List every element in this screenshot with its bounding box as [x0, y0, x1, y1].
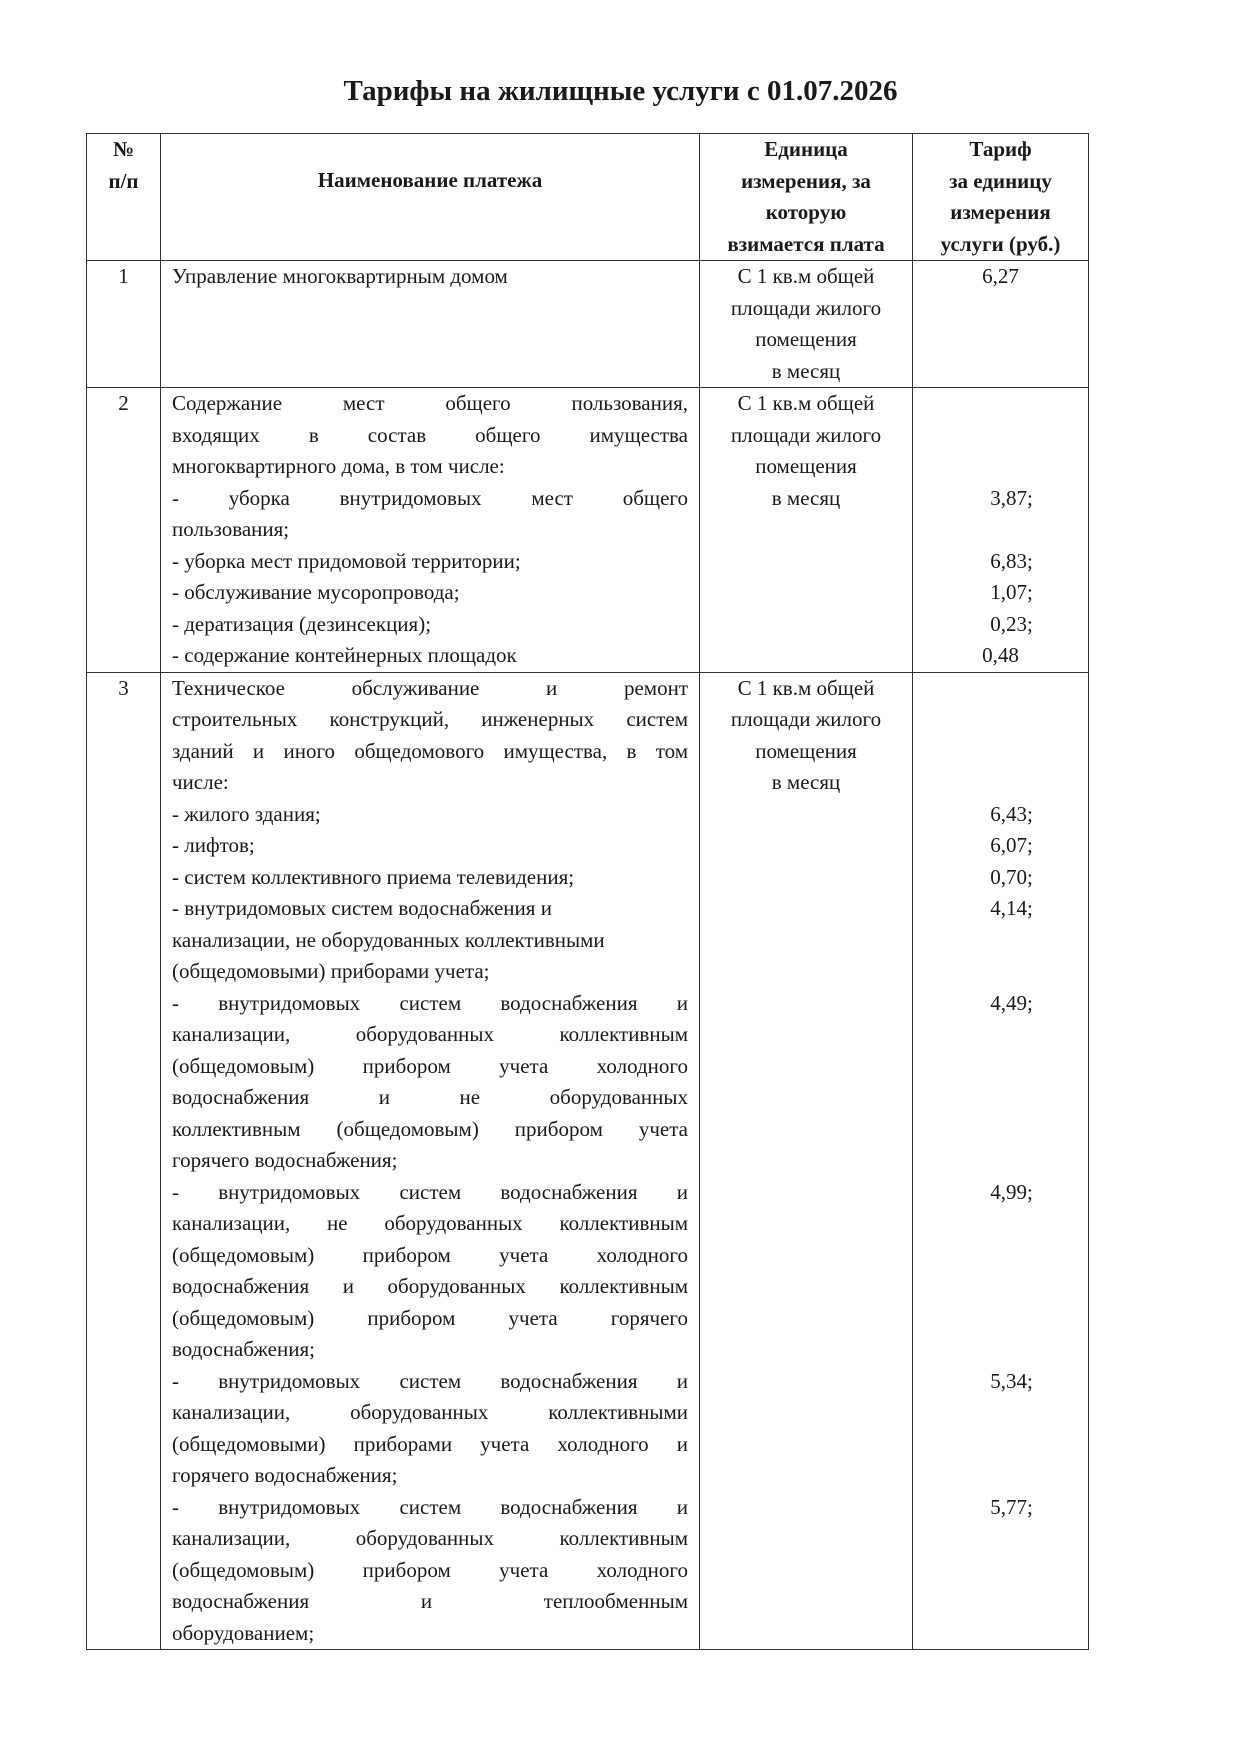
payment-line: - систем коллективного приема телевидения; — [172, 864, 575, 889]
unit-line: в месяц — [771, 770, 841, 794]
header-tariff-line: за единицу — [949, 168, 1052, 193]
payment-line: водоснабжения и не оборудованных — [172, 1085, 688, 1109]
spacer — [935, 767, 1088, 799]
payment-line: - уборка мест придомовой территории; — [172, 548, 521, 573]
tariff-value: 6,07; — [990, 833, 1033, 857]
spacer — [935, 704, 1088, 736]
tariff-value: 0,23; — [990, 611, 1033, 636]
payment-line: канализации, не оборудованных коллективным — [172, 1211, 688, 1235]
payment-line: - содержание контейнерных площадок — [172, 643, 517, 667]
table-header-row — [87, 134, 1088, 260]
tariff-table — [86, 133, 1089, 1650]
payment-line: Техническое обслуживание и ремонт — [172, 675, 688, 700]
payment-name — [161, 388, 700, 672]
tariff-cell — [913, 388, 1088, 672]
payment-line: - внутридомовых систем водоснабжения и — [172, 1494, 688, 1519]
spacer — [935, 1208, 1088, 1366]
payment-line: канализации, оборудованных коллективным — [172, 1526, 688, 1550]
payment-line: числе: — [172, 770, 229, 794]
header-unit-line: Единица — [764, 137, 848, 161]
payment-line: - лифтов; — [172, 833, 255, 857]
spacer — [935, 1397, 1088, 1460]
payment-line: - внутридомовых систем водоснабжения и — [172, 990, 688, 1015]
payment-line: - внутридомовых систем водоснабжения и — [172, 1368, 688, 1393]
payment-line: (общедомовым) прибором учета горячего — [172, 1305, 688, 1330]
spacer — [935, 1019, 1088, 1177]
unit-cell — [700, 261, 913, 387]
unit-line: в месяц — [771, 485, 841, 510]
spacer — [935, 420, 1088, 452]
unit-line: С 1 кв.м общей — [737, 391, 875, 415]
header-unit-line: измерения, за — [741, 168, 871, 193]
payment-line: - уборка внутридомовых мест общего — [172, 485, 688, 510]
payment-line: пользования; — [172, 517, 290, 541]
header-num — [87, 134, 161, 260]
header-unit-line: взимается плата — [727, 231, 885, 256]
unit-line: помещения — [755, 327, 857, 351]
tariff-value: 4,49; — [990, 990, 1033, 1015]
payment-line: зданий и иного общедомового имущества, в том — [172, 738, 688, 763]
payment-line: (общедомовым) прибором учета холодного — [172, 1053, 688, 1078]
payment-line: (общедомовыми) приборами учета холодного и — [172, 1431, 688, 1456]
header-tariff-line: услуги (руб.) — [940, 231, 1061, 256]
payment-line: горячего водоснабжения; — [172, 1148, 398, 1172]
tariff-value: 5,77; — [990, 1494, 1033, 1519]
tariff-value: 6,43; — [990, 801, 1033, 826]
payment-line: (общедомовыми) приборами учета; — [172, 959, 490, 983]
spacer — [935, 514, 1088, 546]
tariff-cell — [913, 261, 1088, 387]
header-tariff-line: измерения — [950, 200, 1051, 224]
unit-cell — [700, 673, 913, 1650]
header-unit — [700, 134, 913, 260]
header-tariff — [913, 134, 1088, 260]
payment-line: водоснабжения и оборудованных коллективным — [172, 1274, 688, 1298]
payment-line: канализации, оборудованных коллективными — [172, 1400, 688, 1424]
payment-line: (общедомовым) прибором учета холодного — [172, 1242, 688, 1267]
tariff-value: 0,48 — [982, 643, 1019, 667]
payment-line: коллективным (общедомовым) прибором учета — [172, 1116, 688, 1141]
spacer — [935, 388, 1088, 420]
payment-name — [161, 673, 700, 1650]
spacer — [935, 736, 1088, 768]
table-row — [87, 387, 1088, 672]
tariff-value: 3,87; — [990, 485, 1033, 510]
header-tariff-line: Тариф — [969, 137, 1032, 161]
tariff-value: 5,34; — [990, 1368, 1033, 1393]
header-unit-line: которую — [765, 200, 847, 224]
spacer — [935, 1460, 1088, 1492]
spacer — [935, 451, 1088, 483]
payment-line: - жилого здания; — [172, 801, 321, 826]
tariff-value: 0,70; — [990, 864, 1033, 889]
unit-cell — [700, 388, 913, 672]
payment-line: - обслуживание мусоропровода; — [172, 580, 460, 604]
tariff-value: 4,99; — [990, 1179, 1033, 1204]
tariff-cell — [913, 673, 1088, 1650]
unit-line: помещения — [755, 454, 857, 478]
payment-line: оборудованием; — [172, 1620, 315, 1645]
spacer — [935, 673, 1088, 705]
tariff-value: 4,14; — [990, 896, 1033, 920]
unit-line: помещения — [755, 738, 857, 763]
tariff-value: 6,27 — [982, 264, 1019, 288]
unit-line: площади жилого — [730, 707, 882, 731]
payment-line: водоснабжения; — [172, 1337, 315, 1361]
table-row — [87, 260, 1088, 387]
payment-name — [161, 261, 700, 387]
spacer — [935, 925, 1088, 988]
payment-line: (общедомовым) прибором учета холодного — [172, 1557, 688, 1582]
payment-line: - внутридомовых систем водоснабжения и — [172, 1179, 688, 1204]
unit-line: площади жилого — [730, 295, 882, 320]
payment-line: канализации, не оборудованных коллективными — [172, 927, 605, 952]
payment-line: многоквартирного дома, в том числе: — [172, 454, 505, 478]
table-row — [87, 672, 1088, 1650]
unit-line: С 1 кв.м общей — [737, 264, 875, 288]
row-number: 1 — [87, 261, 161, 387]
row-number: 2 — [87, 388, 161, 672]
header-name: Наименование платежа — [161, 134, 700, 260]
tariff-value: 1,07; — [990, 580, 1033, 604]
payment-line: Управление многоквартирным домом — [172, 264, 508, 288]
row-number: 3 — [87, 673, 161, 1650]
payment-line: канализации, оборудованных коллективным — [172, 1022, 688, 1046]
tariff-value: 6,83; — [990, 548, 1033, 573]
payment-line: - дератизация (дезинсекция); — [172, 611, 432, 636]
payment-line: входящих в состав общего имущества — [172, 422, 688, 447]
payment-line: Содержание мест общего пользования, — [172, 391, 688, 415]
header-num-line: п/п — [108, 168, 139, 193]
page-title: Тарифы на жилищные услуги с 01.07.2026 — [343, 75, 898, 107]
payment-line: водоснабжения и теплообменным — [172, 1589, 688, 1613]
unit-line: С 1 кв.м общей — [737, 675, 875, 700]
payment-line: - внутридомовых систем водоснабжения и — [172, 896, 552, 920]
payment-line: горячего водоснабжения; — [172, 1463, 398, 1487]
unit-line: в месяц — [771, 358, 841, 383]
payment-line: строительных конструкций, инженерных систем — [172, 707, 688, 731]
unit-line: площади жилого — [730, 422, 882, 447]
header-num-line: № — [112, 137, 135, 161]
